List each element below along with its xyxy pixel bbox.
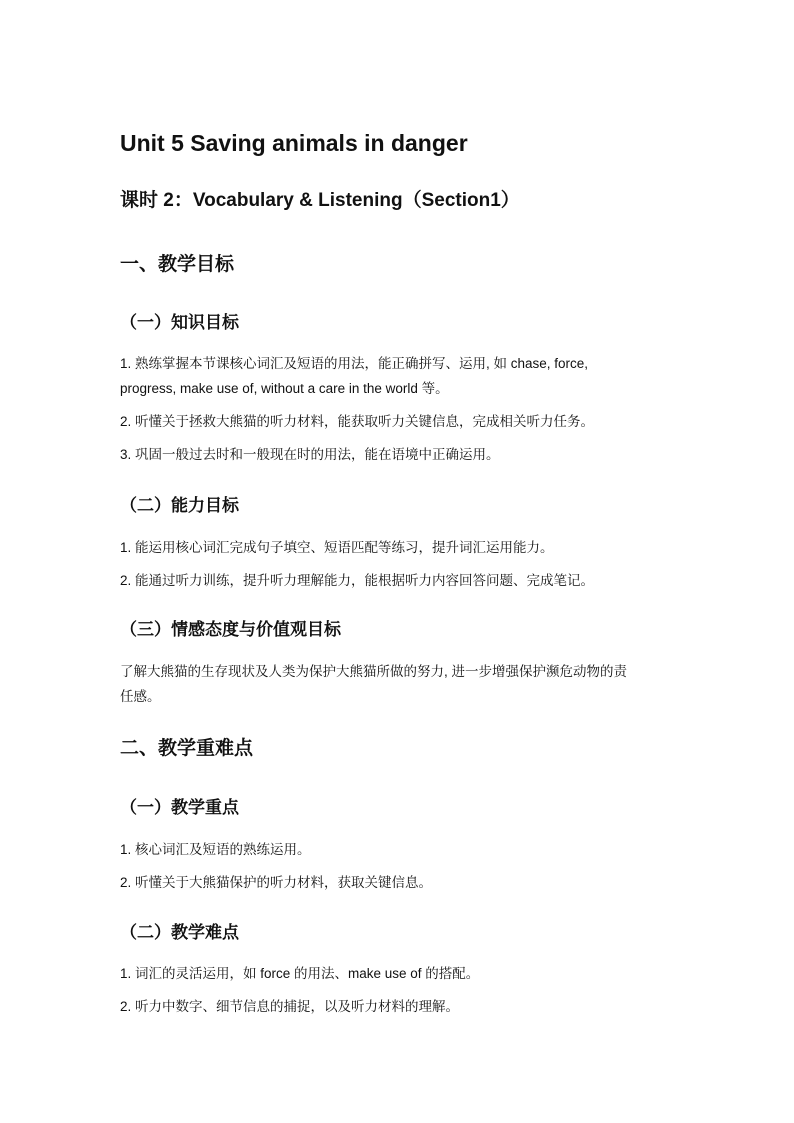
subheading-teaching-key-points: （一）教学重点 — [120, 798, 239, 817]
attitude-line-2: 任感。 — [120, 689, 161, 704]
knowledge-item-2: 2. 听懂关于拯救大熊猫的听力材料，能获取听力关键信息，完成相关听力任务。 — [120, 414, 595, 429]
ability-item-1: 1. 能运用核心词汇完成句子填空、短语匹配等练习，提升词汇运用能力。 — [120, 540, 554, 555]
lesson-subtitle: 课时 2：Vocabulary & Listening（Section1） — [120, 190, 520, 211]
subheading-teaching-difficult-points: （二）教学难点 — [120, 923, 239, 942]
key-point-item-2: 2. 听懂关于大熊猫保护的听力材料，获取关键信息。 — [120, 875, 433, 890]
knowledge-item-1: 1. 熟练掌握本节课核心词汇及短语的用法，能正确拼写、运用, 如 chase, force, — [120, 356, 589, 371]
subheading-knowledge-objectives: （一）知识目标 — [120, 313, 239, 332]
ability-item-2: 2. 能通过听力训练，提升听力理解能力，能根据听力内容回答问题、完成笔记。 — [120, 573, 595, 588]
subheading-attitude-objectives: （三）情感态度与价值观目标 — [120, 620, 341, 639]
difficult-point-item-1: 1. 词汇的灵活运用，如 force 的用法、make use of 的搭配。 — [120, 966, 480, 981]
subheading-ability-objectives: （二）能力目标 — [120, 496, 239, 515]
difficult-point-item-2: 2. 听力中数字、细节信息的捕捉，以及听力材料的理解。 — [120, 999, 460, 1014]
section-heading-teaching-objectives: 一、教学目标 — [120, 254, 235, 275]
knowledge-item-1-continued: progress, make use of, without a care in the world 等。 — [120, 381, 449, 396]
document-title: Unit 5 Saving animals in danger — [120, 130, 468, 156]
section-heading-key-difficult-points: 二、教学重难点 — [120, 738, 254, 759]
key-point-item-1: 1. 核心词汇及短语的熟练运用。 — [120, 842, 311, 857]
attitude-line-1: 了解大熊猫的生存现状及人类为保护大熊猫所做的努力, 进一步增强保护濒危动物的责 — [120, 664, 628, 679]
knowledge-item-3: 3. 巩固一般过去时和一般现在时的用法，能在语境中正确运用。 — [120, 447, 500, 462]
